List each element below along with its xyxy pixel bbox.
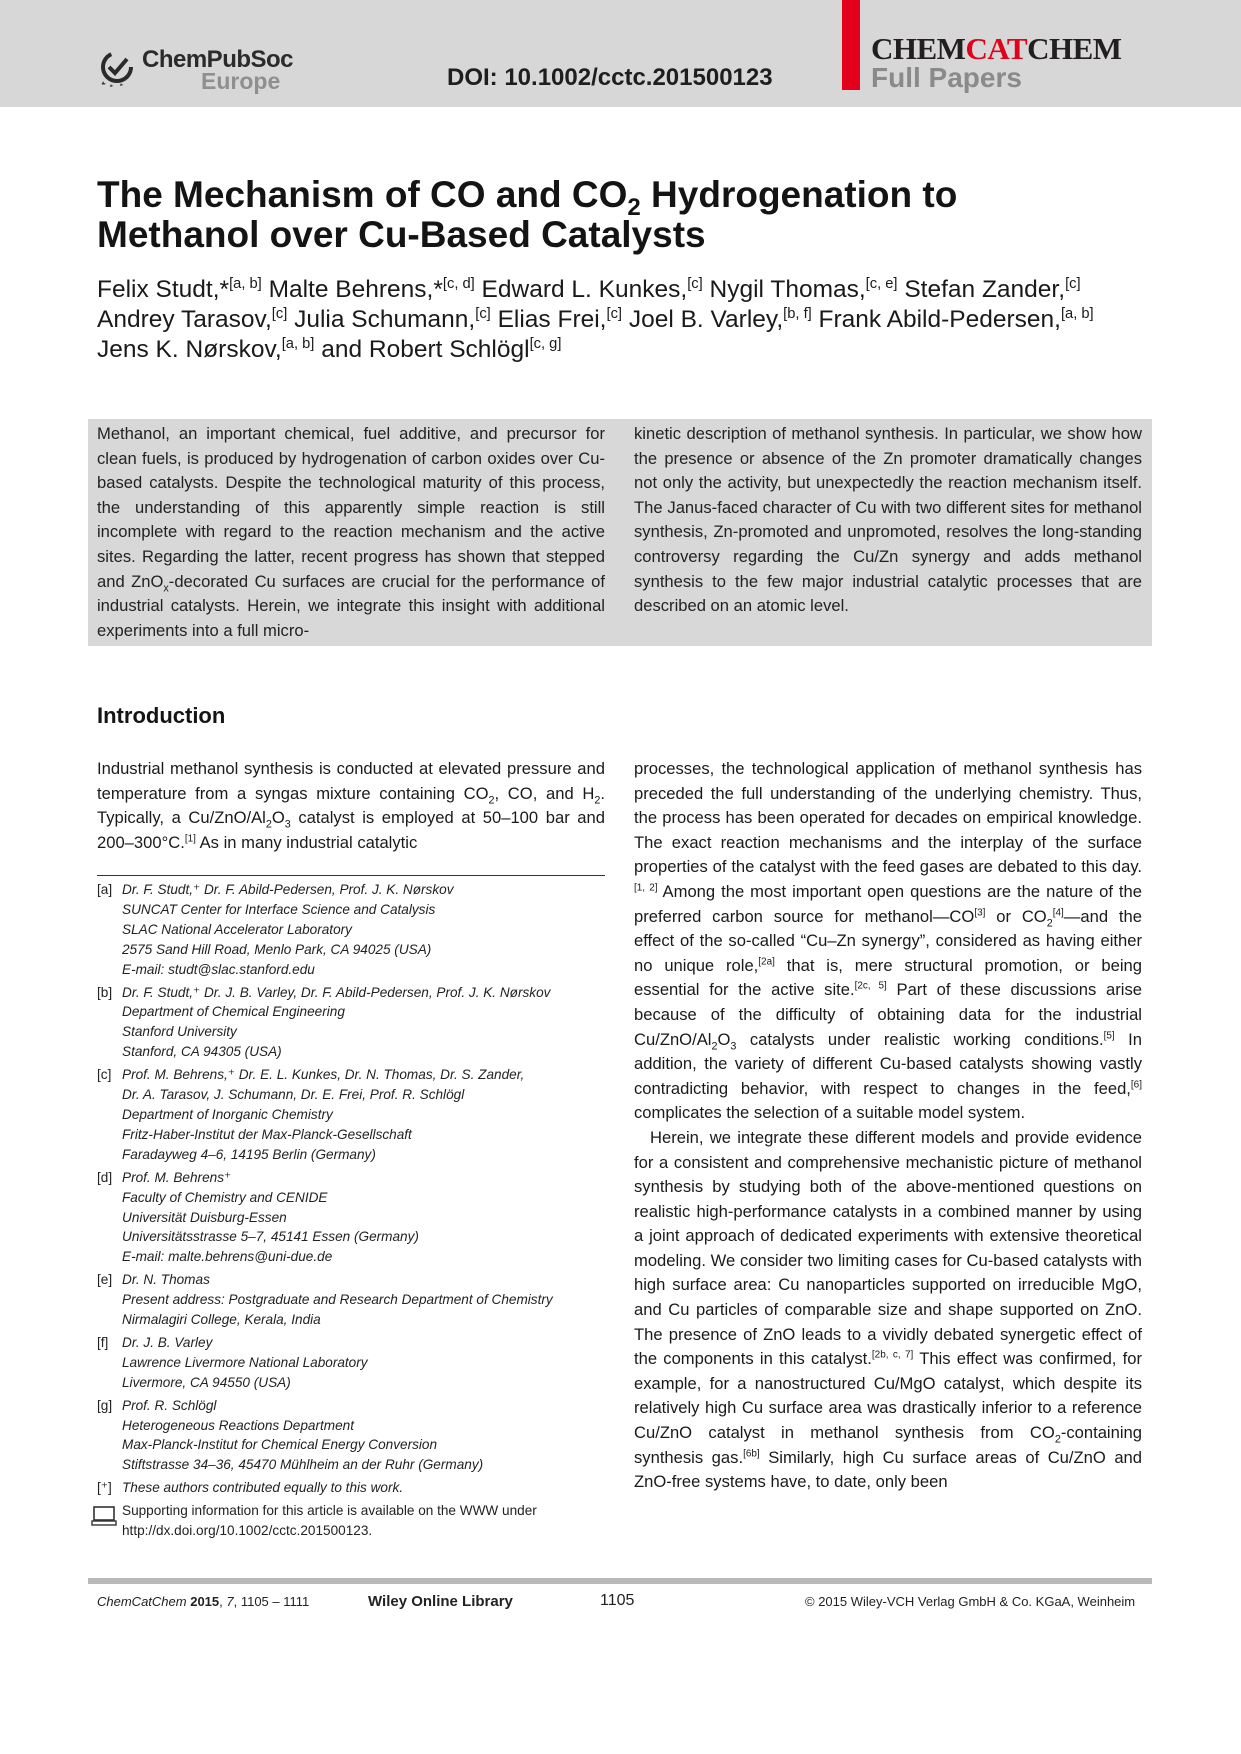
supporting-information-note [97,1501,617,1541]
body-text: Part of these discussions arise because of the difficulty of obtaining data for the industrial Cu/ZnO/Al [634,980,1142,1049]
citation: [1] [184,833,196,845]
journal-accent-bar [842,0,860,90]
footnote-line: E-mail: malte.behrens@uni-due.de [122,1249,333,1265]
body-text: that is, mere structural promotion, or being essential for the active site. [634,955,1142,1000]
footnote [97,880,617,980]
footnote [97,1168,617,1268]
intro-left-column [97,757,605,855]
body-text: or CO [985,906,1047,926]
author-affiliation: [a, b] [281,335,315,352]
page-number: 1105 [600,1592,635,1609]
footnote-line: E-mail: studt@slac.stanford.edu [122,961,315,977]
author-name: Nygil Thomas, [709,276,866,303]
footnote-line: 2575 Sand Hill Road, Menlo Park, CA 94025 (USA) [122,941,432,957]
author-affiliation: [b, f] [783,305,812,322]
footnote [97,1333,617,1393]
footnote-line: Dr. A. Tarasov, J. Schumann, Dr. E. Frei, Prof. R. Schlögl [122,1087,465,1103]
author-name: Stefan Zander, [904,276,1066,303]
affiliation-footnotes [97,880,617,1544]
footnote-line: SUNCAT Center for Interface Science and Catalysis [122,901,436,917]
footer-year: 2015 [190,1594,220,1609]
publisher-region: Europe [201,68,281,94]
title-line1-part1: The Mechanism of CO and CO [97,174,628,215]
footnote-line: Dr. N. Thomas [122,1272,210,1288]
body-text: O [717,1029,731,1049]
body-text: Similarly, high Cu surface areas of Cu/ZnO and ZnO-free systems have, to date, only been [634,1447,1142,1492]
journal-title-part1: CHEM [871,31,966,66]
author-affiliation: [c] [271,305,288,322]
body-text: , CO, and H [494,783,595,803]
footnote-line: Stanford, CA 94305 (USA) [122,1044,282,1060]
footnote [97,1270,617,1330]
section-type: Full Papers [871,62,1022,93]
footnote-line: Heterogeneous Reactions Department [122,1417,354,1433]
footnote-line: Faculty of Chemistry and CENIDE [122,1189,328,1205]
footnote-line: Fritz-Haber-Institut der Max-Planck-Gesellschaft [122,1126,412,1142]
subscript: 2 [488,793,495,806]
subscript: 2 [711,1039,718,1052]
footnote-line: Dr. J. B. Varley [122,1334,213,1350]
author-name: Jens K. Nørskov, [97,336,282,363]
footnote [97,1396,617,1476]
footnote-label: [f] [97,1334,109,1350]
footnote-divider [97,875,605,876]
footnote-label: [b] [97,984,113,1000]
footer-volume: 7 [226,1594,234,1609]
abstract-right-column [634,422,1142,619]
body-text: catalyst is employed at 50–100 bar and 200–300°C. [97,808,605,852]
footnote-line: Prof. R. Schlögl [122,1397,217,1413]
journal-title-part3: CHEM [1027,31,1122,66]
body-text: complicates the selection of a suitable model system. [634,1103,1026,1123]
author-affiliation: [c] [475,305,491,322]
body-text: O [271,808,285,828]
footnote-line: Nirmalagiri College, Kerala, India [122,1312,321,1328]
section-heading: Introduction [97,703,226,728]
footnote-line: Stiftstrasse 34–36, 45470 Mühlheim an der Ruhr (Germany) [122,1457,484,1473]
supporting-info-link[interactable]: http://dx.doi.org/10.1002/cctc.201500123. [122,1523,373,1539]
author-name: Julia Schumann, [294,306,476,333]
copyright-notice: © 2015 Wiley-VCH Verlag GmbH & Co. KGaA, Weinheim [805,1594,1136,1609]
footnote-line: Department of Inorganic Chemistry [122,1106,333,1122]
citation: [6] [1130,1079,1142,1091]
citation: [2c, 5] [854,980,887,992]
footnote-label: [c] [97,1067,112,1083]
supporting-info-line1: Supporting information for this article is available on the WWW under [122,1503,537,1519]
author-name: Frank Abild-Pedersen, [818,306,1061,333]
subscript: 3 [730,1039,737,1052]
body-text: This effect was confirmed, for example, for a nanostructured Cu/MgO catalyst, which despite its relatively high Cu surface area was drastically inferior to a reference Cu/ZnO catalyst in methanol synthesis from CO [634,1349,1142,1443]
chempubsoc-logo-icon [97,47,139,89]
footnote-label: [e] [97,1272,113,1288]
footnote-line: Faradayweg 4–6, 14195 Berlin (Germany) [122,1146,376,1162]
footnote-line: SLAC National Accelerator Laboratory [122,921,352,937]
author-affiliation: [c] [687,275,703,292]
footnote [97,983,617,1063]
footnote-line: Lawrence Livermore National Laboratory [122,1354,368,1370]
citation: [3] [974,907,986,919]
author-list [97,275,1147,365]
wiley-online-library-link[interactable]: Wiley Online Library [368,1593,513,1610]
article-title [97,175,1147,255]
body-text: As in many industrial catalytic [195,832,418,852]
citation: [4] [1052,907,1064,919]
footnote-line: Max-Planck-Institut for Chemical Energy Conversion [122,1437,438,1453]
abstract-subscript: x [163,581,169,594]
author-name: Edward L. Kunkes, [481,276,688,303]
body-text: Herein, we integrate these different models and provide evidence for a consistent and comprehensive mechanistic picture of methanol synthesis by studying both of the above-mentioned questions on realistic high-performance catalysts in a combined manner by using a joint approach of dedicated experiments with extensive theoretical modeling. We consider two limiting cases for Cu-based catalysts with high surface area: Cu nanoparticles supported on irreducible MgO, and Cu particles of comparable size and shape supported on ZnO. The presence of ZnO leads to a vividly debated synergetic effect of the components in this catalyst. [634,1127,1142,1369]
intro-right-column [634,757,1142,1495]
citation: [2a] [758,956,775,968]
citation-line: ChemCatChem 2015, 7, 1105 – 1111 [97,1594,310,1609]
abstract-text: Methanol, an important chemical, fuel additive, and precursor for clean fuels, is produced by hydrogenation of carbon oxides over Cu-based catalysts. Despite the technological maturity of this process, the understanding of this apparently simple reaction is still incomplete with regard to the reaction mechanism and the active sites. Regarding the latter, recent progress has shown that stepped and ZnO [97,424,605,591]
body-text: In addition, the variety of different Cu-based catalysts showing vastly contradicting behavior, with respect to changes in the feed, [634,1029,1142,1098]
footnote-line: Stanford University [122,1024,237,1040]
title-subscript: 2 [627,194,641,221]
footnote-line: Dr. F. Studt,⁺ Dr. F. Abild-Pedersen, Prof. J. K. Nørskov [122,882,454,897]
author-affiliation: [c] [1065,275,1081,292]
footnote-line: These authors contributed equally to this work. [122,1480,404,1496]
author-affiliation: [c, g] [529,335,562,352]
footnote-line: Dr. F. Studt,⁺ Dr. J. B. Varley, Dr. F. Abild-Pedersen, Prof. J. K. Nørskov [122,984,551,1000]
abstract-text: -decorated Cu surfaces are crucial for the performance of industrial catalysts. Herein, we integrate this insight with additional experiments into a full micro- [97,571,605,640]
body-text: Among the most important open questions are the nature of the preferred carbon source for methanol—CO [634,881,1142,926]
author-affiliation: [c, d] [442,275,475,292]
citation: [1, 2] [634,882,658,894]
title-line1-part2: Hydrogenation to [640,174,958,215]
author-name: and Robert Schlögl [321,336,530,363]
author-affiliation: [a, b] [229,275,262,292]
footnote-line: Prof. M. Behrens,⁺ Dr. E. L. Kunkes, Dr. N. Thomas, Dr. S. Zander, [122,1067,525,1083]
footnote [97,1478,617,1498]
subscript: 2 [1054,1433,1061,1446]
author-name: Malte Behrens,* [268,276,443,303]
body-text: . Typically, a Cu/ZnO/Al [97,783,605,828]
author-name: Joel B. Varley, [628,306,784,333]
footnote-label: [⁺] [97,1480,112,1496]
citation: [6b] [743,1448,760,1460]
citation: [2b, c, 7] [871,1349,914,1361]
body-text: -containing synthesis gas. [634,1423,1142,1467]
journal-title-part2: CAT [965,31,1028,66]
citation: [5] [1103,1030,1115,1041]
author-affiliation: [a, b] [1060,305,1094,322]
publisher-name: ChemPubSoc [142,46,294,73]
footnote-label: [a] [97,882,113,897]
footer-divider [88,1578,1152,1584]
footnote-line: Present address: Postgraduate and Research Department of Chemistry [122,1292,553,1308]
body-text: processes, the technological application of methanol synthesis has preceded the full understanding of the underlying chemistry. Thus, the process has been operated for decades on empirical knowledge. The exact reaction mechanisms and the interplay of the surface properties of the catalyst with the feed gases are debated to this day. [634,759,1142,877]
article-doi: DOI: 10.1002/cctc.201500123 [447,64,773,91]
footnote-line: Universitätsstrasse 5–7, 45141 Essen (Germany) [122,1229,419,1245]
footnote-label: [d] [97,1169,113,1185]
footnote-line: Department of Chemical Engineering [122,1004,345,1020]
subscript: 2 [594,793,601,806]
author-name: Felix Studt,* [97,276,230,303]
abstract-text: kinetic description of methanol synthesis. In particular, we show how the presence or absence of the Zn promoter dramatically changes not only the activity, but unexpectedly the reaction mechanism itself. The Janus-faced character of Cu with two different sites for methanol synthesis, Zn-promoted and unpromoted, resolves the long-standing controversy regarding the Cu/Zn synergy and adds methanol synthesis to the few major industrial catalytic processes that are described on an atomic level. [634,424,1142,616]
subscript: 2 [265,818,272,831]
author-name: Andrey Tarasov, [97,306,272,333]
body-text: —and the effect of the so-called “Cu–Zn synergy”, considered as having either no unique role, [634,906,1142,975]
author-affiliation: [c] [606,305,623,322]
author-name: Elias Frei, [497,306,607,333]
footnote [97,1065,617,1165]
footnote-label: [g] [97,1397,113,1413]
title-line2: Methanol over Cu-Based Catalysts [97,214,706,255]
footer-pages: , 1105 – 1111 [233,1594,310,1609]
body-text: Industrial methanol synthesis is conducted at elevated pressure and temperature from a syngas mixture containing CO [97,759,605,803]
footnote-line: Livermore, CA 94550 (USA) [122,1374,291,1390]
author-affiliation: [c, e] [865,275,898,292]
footer-journal: ChemCatChem [97,1594,187,1609]
subscript: 3 [284,818,291,831]
footnote-line: Universität Duisburg-Essen [122,1209,287,1225]
abstract-left-column [97,422,605,643]
footnote-line: Prof. M. Behrens⁺ [122,1169,232,1185]
body-text: catalysts under realistic working conditions. [736,1029,1104,1049]
subscript: 2 [1046,916,1053,929]
computer-icon [91,1505,117,1527]
